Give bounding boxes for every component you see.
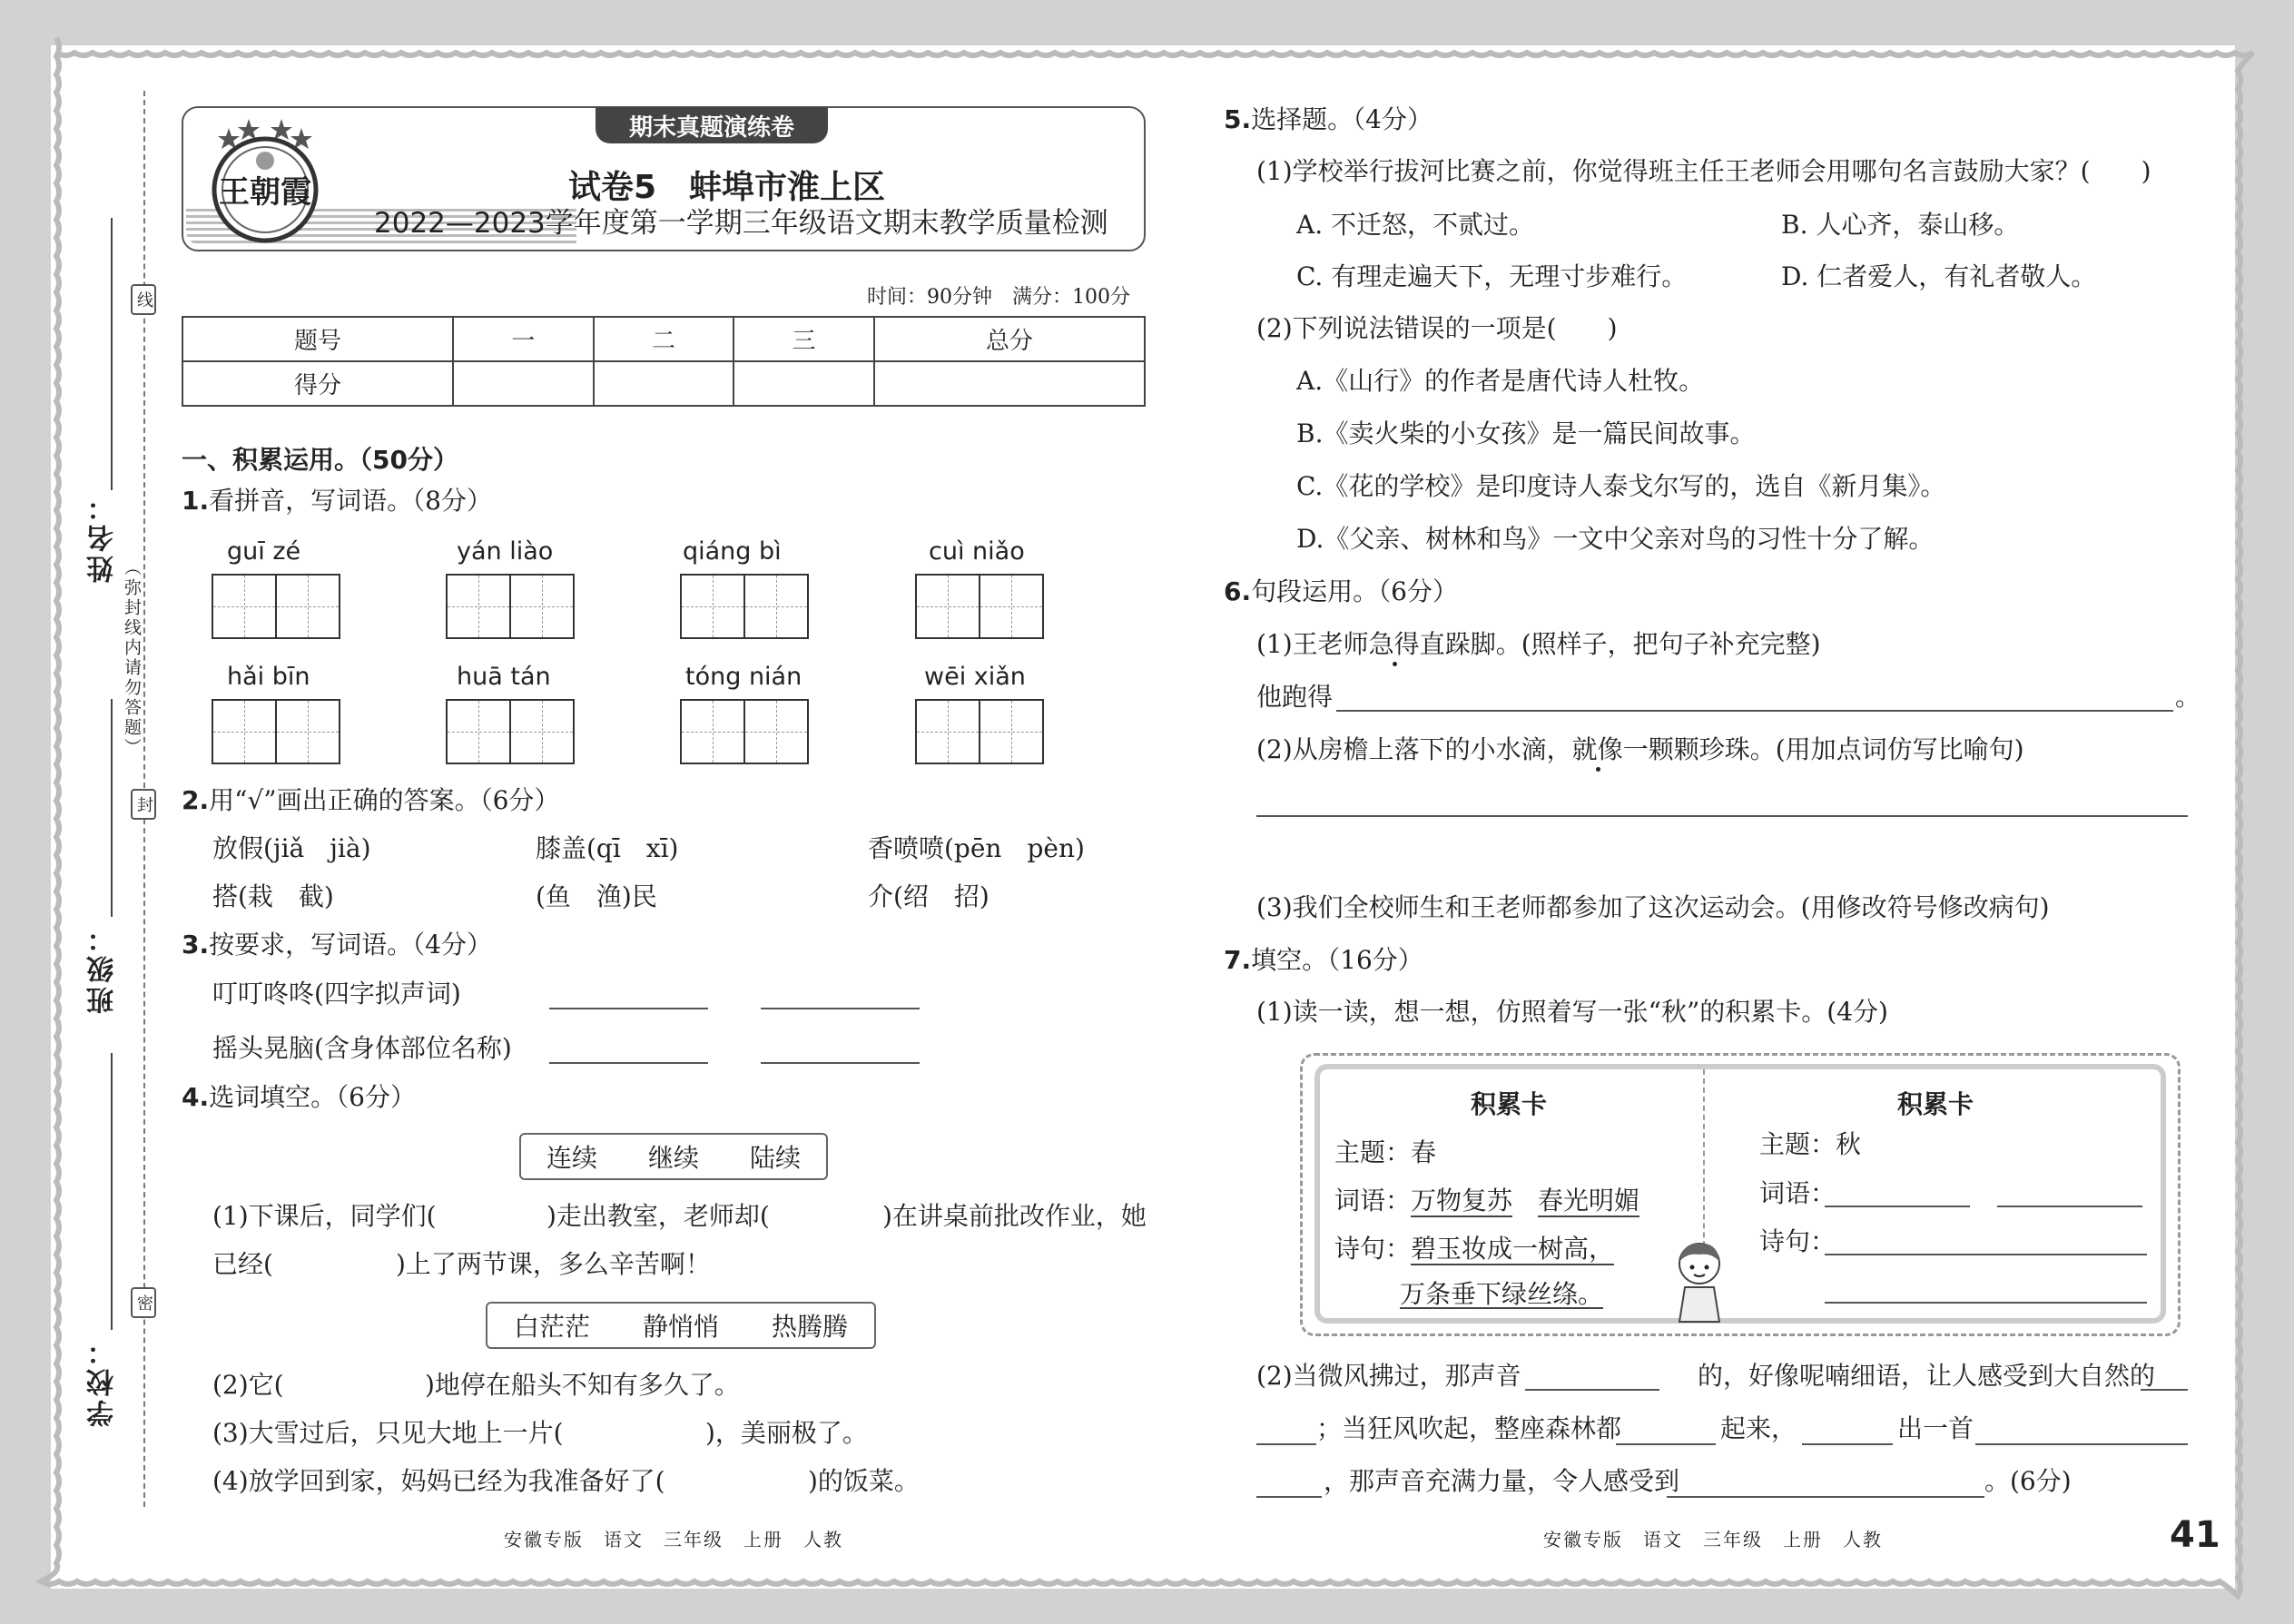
answer-line[interactable] — [1336, 710, 2173, 712]
binding-note: （弥封线内请勿答题） — [122, 558, 142, 758]
header-tab: 期末真题演练卷 — [596, 107, 828, 143]
option-item[interactable]: A. 不迁怒，不贰过。 — [1296, 210, 1535, 240]
sentence-text: 出一首 — [1897, 1413, 1974, 1443]
svg-text:王朝霞: 王朝霞 — [219, 174, 311, 211]
section-heading: 一、积累运用。（50分） — [182, 445, 458, 475]
footer-left: 安徽专版 语文 三年级 上册 人教 — [504, 1529, 843, 1550]
word-bank-box — [486, 1302, 876, 1349]
answer-line[interactable] — [1825, 1206, 1970, 1207]
sentence-text: 。(6分) — [1984, 1466, 2072, 1496]
name-label: 姓名： — [87, 490, 119, 583]
table-header-cell: 一 — [453, 317, 594, 361]
answer-line[interactable] — [761, 1062, 920, 1064]
answer-line[interactable] — [1997, 1206, 2142, 1207]
prompt-text: 叮叮咚咚(四字拟声词) — [212, 979, 461, 1009]
word-option: 白茫茫 — [513, 1312, 590, 1342]
answer-line[interactable] — [1825, 1302, 2147, 1304]
table-row — [182, 361, 1145, 406]
question-1: 1.看拼音，写词语。（8分） — [182, 486, 492, 516]
writing-grid[interactable] — [680, 699, 809, 764]
choice-item[interactable]: 香喷喷(pēn pèn) — [868, 833, 1085, 863]
sentence-text: (2)当微风拂过，那声音 — [1256, 1361, 1521, 1391]
answer-line[interactable] — [1825, 1254, 2147, 1255]
sentence-text: (3)我们全校师生和王老师都参加了这次运动会。(用修改符号修改病句) — [1256, 892, 2050, 922]
answer-line[interactable] — [1525, 1389, 1659, 1391]
sentence-text: (2)下列说法错误的一项是( ) — [1256, 313, 1618, 343]
score-cell[interactable] — [453, 361, 594, 406]
class-label: 班级： — [87, 921, 119, 1014]
answer-line[interactable] — [2141, 1389, 2188, 1391]
answer-line[interactable] — [1256, 815, 2188, 817]
answer-line[interactable] — [549, 1008, 708, 1009]
sentence-text: (1)下课后，同学们( — [212, 1201, 437, 1231]
choice-item[interactable]: 放假(jiǎ jià) — [212, 833, 371, 863]
sentence-text: 起来， — [1720, 1413, 1797, 1443]
answer-line[interactable] — [1975, 1443, 2188, 1445]
sentence-text: (2)从房檐上落下的小水滴，就像一颗颗珍珠。(用加点词仿写比喻句) — [1256, 734, 2024, 764]
writing-grid[interactable] — [446, 699, 575, 764]
word-option: 静悄悄 — [642, 1312, 719, 1342]
sentence-text: (1)学校举行拔河比赛之前，你觉得班主任王老师会用哪句名言鼓励大家？( ) — [1256, 156, 2151, 186]
writing-grid[interactable] — [915, 699, 1044, 764]
sentence-text: ；当狂风吹起，整座森林都 — [1316, 1413, 1622, 1443]
binding-marker-mi: 密 — [131, 1287, 156, 1318]
choice-item[interactable]: 介(绍 招) — [868, 881, 989, 911]
pinyin-label: guī zé — [227, 537, 301, 566]
option-item[interactable]: D. 仁者爱人，有礼者敬人。 — [1781, 261, 2097, 291]
option-item[interactable]: A.《山行》的作者是唐代诗人杜牧。 — [1296, 366, 1705, 396]
card-poem-label: 诗句： — [1759, 1226, 1836, 1256]
pinyin-label: wēi xiǎn — [924, 663, 1026, 691]
pinyin-label: cuì niǎo — [929, 537, 1025, 566]
word-option: 陆续 — [749, 1143, 801, 1173]
score-table — [182, 316, 1146, 407]
table-row — [182, 317, 1145, 361]
question-2: 2.用“√”画出正确的答案。（6分） — [182, 785, 560, 815]
question-4: 4.选词填空。（6分） — [182, 1082, 416, 1112]
question-5: 5.选择题。（4分） — [1224, 104, 1433, 134]
sentence-text: 的，好像呢喃细语，让人感受到大自然的 — [1698, 1361, 2156, 1391]
pinyin-label: qiáng bì — [683, 537, 782, 566]
option-item[interactable]: C. 有理走遍天下，无理寸步难行。 — [1296, 261, 1688, 291]
question-7: 7.填空。（16分） — [1224, 945, 1423, 975]
score-cell[interactable] — [594, 361, 734, 406]
sentence-text: )走出教室，老师却( — [546, 1201, 770, 1231]
pinyin-label: hǎi bīn — [227, 663, 310, 691]
sentence-text: )地停在船头不知有多久了。 — [425, 1370, 740, 1400]
sentence-text: 他跑得 — [1256, 682, 1334, 712]
table-row-label: 得分 — [182, 361, 453, 406]
card-title: 积累卡 — [1471, 1089, 1548, 1119]
choice-item[interactable]: 膝盖(qī xī) — [536, 833, 679, 863]
word-option: 继续 — [647, 1143, 699, 1173]
card-poem: 诗句：碧玉妆成一树高， — [1334, 1234, 1615, 1264]
table-header-cell: 二 — [594, 317, 734, 361]
sentence-text: (2)它( — [212, 1370, 284, 1400]
card-theme: 主题：秋 — [1759, 1129, 1862, 1159]
card-words-label: 词语： — [1759, 1178, 1836, 1208]
exam-title: 试卷5 蚌埠市淮上区 — [568, 169, 886, 206]
answer-line[interactable] — [761, 1008, 920, 1009]
card-title: 积累卡 — [1897, 1089, 1974, 1119]
writing-grid[interactable] — [680, 574, 809, 639]
card-poem-line2: 万条垂下绿丝绦。 — [1400, 1279, 1604, 1309]
sentence-text: (1)王老师急得直跺脚。(照样子，把句子补充完整) — [1256, 629, 1821, 659]
sentence-text: ，那声音充满力量，令人感受到 — [1324, 1466, 1680, 1496]
footer-right: 安徽专版 语文 三年级 上册 人教 — [1543, 1529, 1883, 1550]
sentence-text: (1)读一读，想一想，仿照着写一张“秋”的积累卡。(4分) — [1256, 997, 1888, 1027]
option-item[interactable]: D.《父亲、树林和鸟》一文中父亲对鸟的习性十分了解。 — [1296, 524, 1935, 554]
answer-line[interactable] — [1256, 1496, 1322, 1498]
answer-line[interactable] — [1802, 1443, 1893, 1445]
word-option: 热腾腾 — [771, 1312, 848, 1342]
school-label: 学校： — [87, 1334, 119, 1427]
exam-subtitle: 2022—2023学年度第一学期三年级语文期末教学质量检测 — [374, 207, 1108, 240]
card-theme: 主题：春 — [1334, 1137, 1437, 1167]
card-words: 词语：万物复苏 春光明媚 — [1334, 1186, 1640, 1216]
word-bank-box — [519, 1133, 828, 1180]
binding-marker-feng: 封 — [131, 789, 156, 820]
school-field[interactable] — [111, 1053, 113, 1330]
option-item[interactable]: C.《花的学校》是印度诗人泰戈尔写的，选自《新月集》。 — [1296, 471, 1946, 501]
writing-grid[interactable] — [212, 574, 340, 639]
answer-line[interactable] — [1256, 1443, 1316, 1445]
girl-mascot-icon — [1665, 1236, 1734, 1327]
sentence-text: )的饭菜。 — [808, 1466, 920, 1496]
answer-line[interactable] — [1667, 1496, 1984, 1498]
sentence-text: )在讲桌前批改作业，她 — [882, 1201, 1147, 1231]
word-option: 连续 — [546, 1143, 597, 1173]
table-header-cell: 总分 — [874, 317, 1145, 361]
option-item[interactable]: B. 人心齐，泰山移。 — [1781, 210, 2020, 240]
sentence-text: 已经( — [212, 1249, 273, 1279]
period-mark: 。 — [2175, 682, 2201, 712]
choice-item[interactable]: 搭(栽 截) — [212, 881, 334, 911]
page-number: 41 — [2170, 1514, 2220, 1556]
question-6: 6.句段运用。（6分） — [1224, 576, 1458, 606]
writing-grid[interactable] — [446, 574, 575, 639]
sentence-text: (3)大雪过后，只见大地上一片( — [212, 1418, 564, 1448]
pinyin-label: yán liào — [457, 537, 554, 566]
score-cell[interactable] — [733, 361, 874, 406]
name-field[interactable] — [111, 218, 113, 490]
score-cell[interactable] — [874, 361, 1145, 406]
pinyin-label: tóng nián — [685, 663, 802, 691]
sentence-text: )，美丽极了。 — [705, 1418, 868, 1448]
choice-item[interactable]: (鱼 渔)民 — [536, 881, 657, 911]
writing-grid[interactable] — [212, 699, 340, 764]
table-header-cell: 三 — [733, 317, 874, 361]
sentence-text: )上了两节课，多么辛苦啊！ — [396, 1249, 711, 1279]
prompt-text: 摇头晃脑(含身体部位名称) — [212, 1033, 512, 1063]
question-3: 3.按要求，写词语。（4分） — [182, 930, 492, 960]
writing-grid[interactable] — [915, 574, 1044, 639]
class-field[interactable] — [111, 699, 113, 917]
pinyin-label: huā tán — [457, 663, 551, 691]
sentence-text: (4)放学回到家，妈妈已经为我准备好了( — [212, 1466, 665, 1496]
logo-seal-icon — [192, 113, 338, 245]
option-item[interactable]: B.《卖火柴的小女孩》是一篇民间故事。 — [1296, 418, 1756, 448]
binding-marker-xian: 线 — [131, 284, 156, 315]
time-info: 时间：90分钟 满分：100分 — [867, 286, 1130, 309]
answer-line[interactable] — [1616, 1443, 1716, 1445]
table-header-cell: 题号 — [182, 317, 453, 361]
answer-line[interactable] — [549, 1062, 708, 1064]
